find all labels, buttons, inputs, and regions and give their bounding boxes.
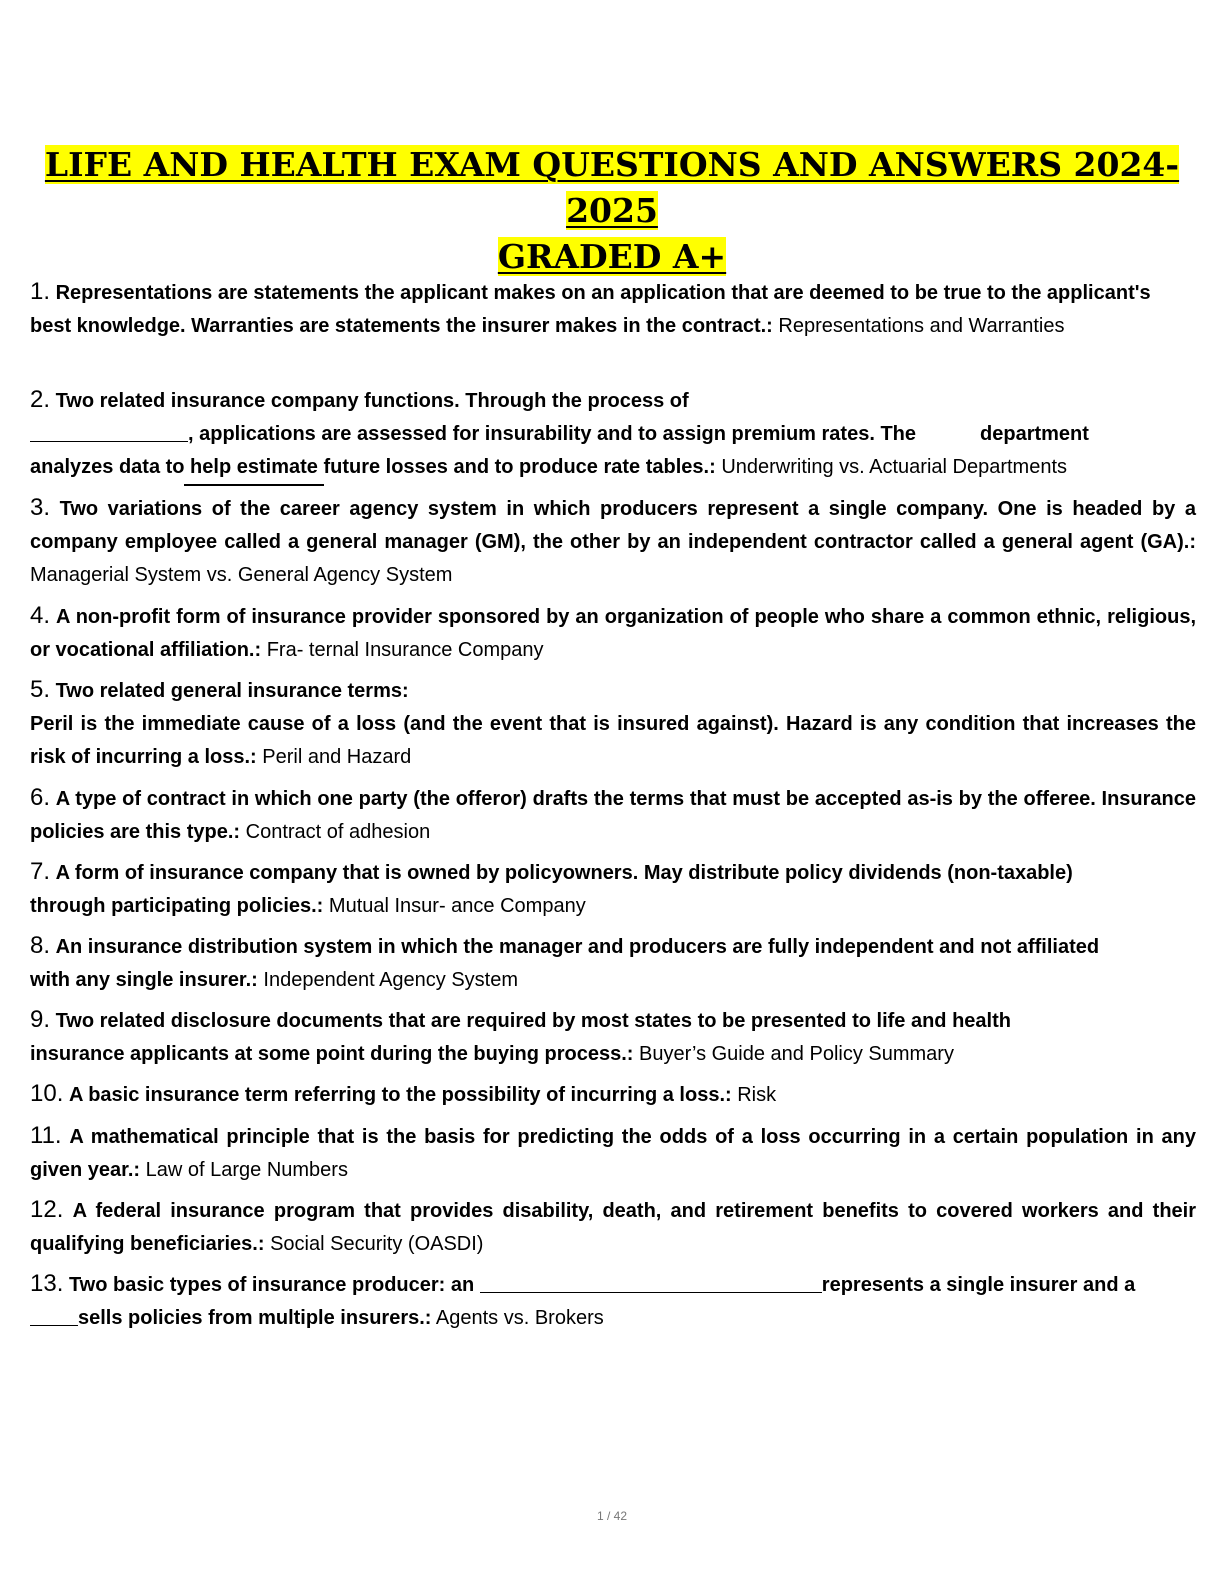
question-text: , applications are assessed for insurability and to assign premium rates. The [188, 423, 917, 445]
question-text: sells policies from multiple insurers.: [78, 1307, 432, 1329]
question-item [30, 1003, 1196, 1071]
answer-text: Buyer’s Guide and Policy Summary [639, 1043, 954, 1065]
question-item [30, 599, 1196, 667]
question-text: Two related general insurance terms: [55, 680, 409, 702]
question-text: through participating policies.: [30, 895, 324, 917]
question-text: represents a single insurer and a [821, 1274, 1136, 1296]
question-number: 12. [30, 1196, 64, 1223]
answer-text: Independent Agency System [263, 969, 519, 991]
answer-text: Managerial System vs. General Agency System [30, 564, 453, 586]
question-number: 10. [30, 1080, 64, 1107]
title-line-1: LIFE AND HEALTH EXAM QUESTIONS AND ANSWERS 2024-2025 [44, 145, 1180, 230]
question-text: A basic insurance term referring to the possibility of incurring a loss.: [68, 1084, 732, 1106]
question-text: A federal insurance program that provides disability, death, and retirement benefits to covered workers and their qualifying beneficiaries.: [30, 1200, 1196, 1255]
question-number: 2. [30, 386, 51, 413]
title-line-2: GRADED A+ [497, 237, 727, 276]
question-text: analyzes data to help estimate future losses and to produce rate tables.: [30, 456, 716, 478]
answer-text: Law of Large Numbers [145, 1159, 348, 1181]
question-text: A non-profit form of insurance provider sponsored by an organization of people who share a common ethnic, religious, or vocational affiliation.: [30, 606, 1196, 661]
question-number: 1. [30, 278, 51, 305]
question-text: insurance applicants at some point during the buying process.: [30, 1043, 634, 1065]
answer-text: Mutual Insur- ance Company [328, 895, 586, 917]
question-number: 7. [30, 858, 51, 885]
answer-text: Risk [737, 1084, 777, 1106]
answer-text: Representations and Warranties [778, 315, 1065, 337]
question-item [30, 673, 1196, 774]
question-item [30, 1077, 1196, 1112]
question-item [30, 1119, 1196, 1187]
question-item [30, 781, 1196, 849]
answer-text: Contract of adhesion [245, 821, 431, 843]
question-text: Peril is the immediate cause of a loss (and the event that is insured against). Hazard is any condition that increases the risk of incurring a loss.: [30, 713, 1196, 768]
question-item [30, 491, 1196, 592]
fill-in-blank [480, 1272, 822, 1293]
question-number: 8. [30, 932, 51, 959]
question-text: Two basic types of insurance producer: an [68, 1274, 475, 1296]
question-item [30, 929, 1196, 997]
answer-text: Peril and Hazard [262, 746, 412, 768]
question-number: 11. [30, 1122, 62, 1149]
question-text: Two related insurance company functions. Through the process of [55, 390, 689, 412]
question-item [30, 855, 1196, 923]
question-text: department [980, 423, 1089, 445]
fill-in-blank [30, 421, 188, 442]
question-text: An insurance distribution system in which the manager and producers are fully independent and not affiliated [55, 936, 1100, 958]
question-text: Representations are statements the applicant makes on an application that are deemed to be true to the applicant's best knowledge. Warranties are statements the insurer makes in the contract.: [30, 282, 1151, 337]
answer-text: Underwriting vs. Actuarial Departments [721, 456, 1068, 478]
document-title [30, 142, 1194, 280]
question-text: Two variations of the career agency system in which producers represent a single company. One is headed by a company employee called a general manager (GM), the other by an independent contractor called a general agent (GA).: [30, 498, 1196, 553]
question-item [30, 275, 1196, 343]
question-number: 4. [30, 602, 51, 629]
fill-in-blank [30, 1305, 78, 1326]
question-text: Two related disclosure documents that are required by most states to be presented to life and health [55, 1010, 1011, 1032]
question-number: 13. [30, 1270, 64, 1297]
answer-text: Fra- ternal Insurance Company [266, 639, 544, 661]
answer-text: Social Security (OASDI) [270, 1233, 484, 1255]
question-item [30, 1267, 1196, 1335]
page-indicator: 1 / 42 [596, 1509, 628, 1523]
question-number: 6. [30, 784, 51, 811]
question-number: 5. [30, 676, 51, 703]
question-text: A mathematical principle that is the basis for predicting the odds of a loss occurring in a certain population in any given year.: [30, 1126, 1197, 1181]
underline-rule [184, 484, 324, 486]
question-text: A form of insurance company that is owned by policyowners. May distribute policy dividends (non-taxable) [55, 862, 1073, 884]
question-text: with any single insurer.: [30, 969, 258, 991]
question-number: 3. [30, 494, 51, 521]
question-number: 9. [30, 1006, 51, 1033]
question-item [30, 1193, 1196, 1261]
question-item [30, 383, 1196, 484]
answer-text: Agents vs. Brokers [435, 1307, 604, 1329]
question-text: A type of contract in which one party (the offeror) drafts the terms that must be accepted as-is by the offeree. Insurance policies are this type.: [30, 788, 1197, 843]
